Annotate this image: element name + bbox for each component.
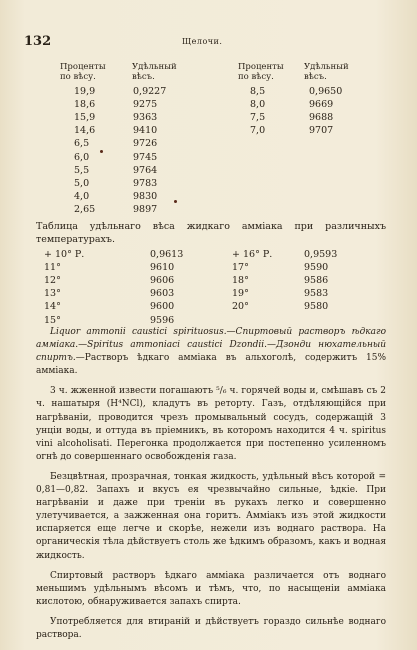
col-header-percent-left: Проценты по вѣсу. (60, 62, 106, 82)
table1-left-row-label: 14,6 (74, 125, 96, 137)
table1-left-row-label: 5,5 (74, 164, 90, 176)
table2-left-row-label: 14° (44, 301, 61, 313)
table1-left-row-label: 18,6 (74, 99, 96, 111)
table2-left-row-value: 9600 (150, 301, 175, 313)
paragraph-liquor-desc: —Растворъ ѣдкаго амміака въ альхоголѣ, содержитъ 15% амміака. (36, 353, 386, 377)
table1-right-row-label: 7,0 (250, 125, 266, 137)
table2-left-row-label: 11° (44, 262, 61, 274)
table2-left-row-value: 9596 (150, 314, 175, 326)
table1-right-row-label: 8,0 (250, 99, 266, 111)
running-title: Щелочи. (182, 37, 223, 46)
table1-right-row-value: 0,9650 (309, 86, 343, 97)
col-header-gravity-left: Удѣльный вѣсъ. (132, 62, 177, 82)
paragraph-liquor-title: Liquor ammonii caustici spirituosus.—Спиртовый растворъ ѣдкаго амміака.—Spiritus ammoniaci caustici Dzondii.—Дзонди нюхательный спиртъ. (36, 327, 386, 364)
paragraph-liquor (36, 326, 386, 378)
col-header-gravity-right: Удѣльный вѣсъ. (304, 62, 349, 82)
table2-right-row-label: 19° (232, 288, 249, 300)
body-text (36, 326, 386, 642)
paragraph-properties: Безцвѣтная, прозрачная, тонкая жидкость, удѣльный вѣсъ которой = 0,81—0,82. Запахъ и вкусъ ея чрезвычайно сильные, ѣдкіе. При нагрѣваніи и даже при треніи въ рукахъ легко и совершенно улетучивается, а зажженная она горитъ. Амміакъ изъ этой жидкости испаряется еще легче и скорѣе, нежели изъ воднаго раствора. На органическія тѣла дѣйствуетъ столь же ѣдкимъ образомъ, какъ и водная жидкость. (36, 471, 386, 561)
table2-right-row-value: 9583 (304, 288, 329, 300)
table2-left-row-value: 0,9613 (150, 249, 184, 260)
table2-left-row-label: 12° (44, 275, 61, 287)
table2-left-row-value: 9606 (150, 275, 175, 287)
table1-left-row-value: 0,9227 (133, 86, 167, 97)
table1-left-row-value: 9830 (133, 190, 158, 202)
page-number: 132 (24, 34, 52, 49)
section-title: Таблица удѣльнаго вѣса жидкаго амміака при различныхъ температурахъ. (36, 221, 386, 245)
table1-right-row-label: 7,5 (250, 112, 266, 124)
table1-left-row-label: 5,0 (74, 177, 90, 189)
table1-left-row-label: 6,5 (74, 138, 90, 150)
table2-right-row-value: 9590 (304, 262, 329, 274)
table1-left-row-label: 4,0 (74, 190, 90, 202)
table1-left-row-value: 9764 (133, 164, 158, 176)
table1-left-row-label: 2,65 (74, 203, 96, 215)
table1-right-row-value: 9669 (309, 99, 334, 111)
table1-left-row-value: 9745 (133, 151, 158, 163)
table1-left-row-label: 15,9 (74, 112, 96, 124)
table2-right-row-value: 9580 (304, 301, 329, 313)
table1-left-row-value: 9275 (133, 99, 158, 111)
table2-right-row-label: 20° (232, 301, 249, 313)
table2-left-row-value: 9610 (150, 262, 175, 274)
table2-left-row-label: 15° (44, 314, 61, 326)
col-header-percent-right: Проценты по вѣсу. (238, 62, 284, 82)
paragraph-distinction: Спиртовый растворъ ѣдкаго амміака различается отъ воднаго меньшимъ удѣльнымъ вѣсомъ и тѣмъ, что, по насыщеніи амміака кислотою, обнаруживается запахъ спирта. (36, 570, 386, 607)
table1-right-row-label: 8,5 (250, 86, 266, 97)
paragraph-preparation: 3 ч. жженной извести погашаютъ ⁵/₆ ч. горячей воды и, смѣшавъ съ 2 ч. нашатыря (H⁴NCl), кладутъ въ реторту. Газъ, отдѣляющійся при нагрѣваніи, проводится чрезъ промывальный сосудъ, содержащій 3 унціи воды, и оттуда въ пріемникъ, въ которомъ находится 4 ч. spiritus vini alcoholisati. Перегонка продолжается при постепенно усиленномъ огнѣ до совершеннаго освобожденія газа. (36, 386, 386, 462)
paragraph-usage: Употребляется для втираній и дѣйствуетъ гораздо сильнѣе воднаго раствора. (36, 616, 386, 640)
table1-left-row-label: 6,0 (74, 151, 90, 163)
table2-right-row-label: 17° (232, 262, 249, 274)
table1-right-row-value: 9707 (309, 125, 334, 137)
table1-left-row-value: 9783 (133, 177, 158, 189)
table1-left-row-label: 19,9 (74, 86, 96, 97)
table2-left-row-label: 13° (44, 288, 61, 300)
table1-right-row-value: 9688 (309, 112, 334, 124)
table2-right-row-label: + 16° Р. (232, 249, 273, 260)
table2-left-row-label: + 10° Р. (44, 249, 85, 260)
table2-right-row-value: 0,9593 (304, 249, 338, 260)
table1-left-row-value: 9726 (133, 138, 158, 150)
table2-right-row-value: 9586 (304, 275, 329, 287)
table2-left-row-value: 9603 (150, 288, 175, 300)
table2-right-row-label: 18° (232, 275, 249, 287)
table1-left-row-value: 9410 (133, 125, 158, 137)
table1-left-row-value: 9897 (133, 203, 158, 215)
table1-left-row-value: 9363 (133, 112, 158, 124)
